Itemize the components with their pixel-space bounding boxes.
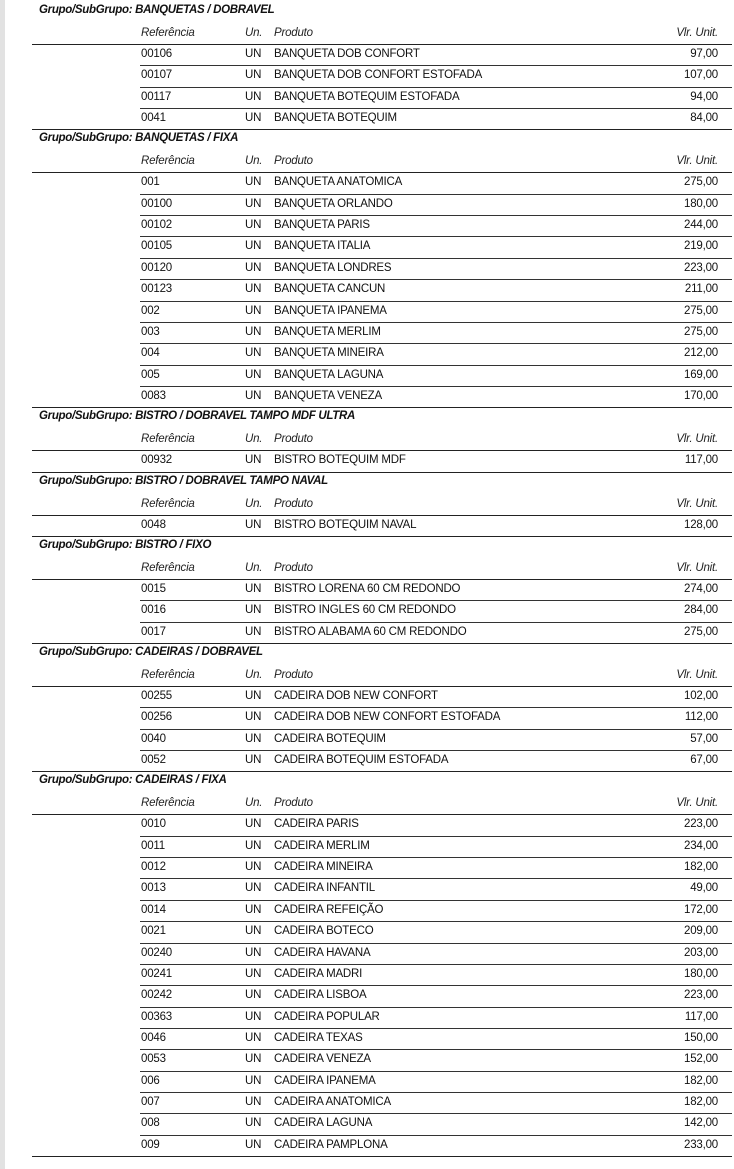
cell-val: 182,00 (684, 1075, 718, 1087)
cell-un: UN (245, 305, 262, 317)
table-row (0, 87, 734, 108)
cell-ref: 002 (141, 305, 160, 317)
cell-ref: 004 (141, 347, 160, 359)
cell-un: UN (245, 861, 262, 873)
cell-prod: CADEIRA BOTECO (274, 925, 374, 937)
header-ref: Referência (141, 669, 195, 681)
header-un: Un. (245, 433, 263, 446)
header-prod: Produto (274, 561, 313, 574)
header-val: Vlr. Unit. (676, 27, 718, 39)
header-prod: Produto (274, 497, 313, 510)
table-row (0, 750, 734, 771)
table-header (0, 494, 734, 515)
header-val: Vlr. Unit. (676, 497, 718, 510)
table-row (0, 878, 734, 899)
cell-un: UN (245, 1011, 262, 1023)
table-row (0, 258, 734, 279)
cell-val: 170,00 (684, 390, 718, 402)
cell-ref: 00242 (141, 989, 172, 1001)
cell-val: 274,00 (684, 583, 718, 595)
cell-val: 107,00 (684, 69, 718, 81)
cell-prod: BANQUETA ITALIA (274, 240, 371, 252)
cell-val: 182,00 (684, 1096, 718, 1108)
table-row (0, 985, 734, 1006)
cell-ref: 0015 (141, 583, 166, 595)
cell-prod: CADEIRA LAGUNA (274, 1117, 373, 1129)
table-row (0, 836, 734, 857)
table-row (0, 65, 734, 86)
cell-ref: 00240 (141, 947, 172, 959)
table-row (0, 215, 734, 236)
cell-ref: 00102 (141, 219, 172, 231)
header-prod: Produto (274, 27, 313, 39)
row-rule (32, 536, 732, 537)
cell-un: UN (245, 690, 262, 702)
cell-prod: BANQUETA BOTEQUIM (274, 112, 397, 124)
table-row (0, 515, 734, 536)
cell-prod: BANQUETA LONDRES (274, 262, 392, 274)
cell-un: UN (245, 840, 262, 852)
row-rule (32, 129, 732, 130)
cell-prod: BANQUETA DOB CONFORT (274, 48, 420, 60)
table-row (0, 707, 734, 728)
cell-ref: 00120 (141, 262, 172, 274)
header-val: Vlr. Unit. (676, 797, 718, 810)
group-title: Grupo/SubGrupo: BANQUETAS / FIXA (39, 132, 239, 145)
table-row (0, 1049, 734, 1070)
table-row (0, 622, 734, 643)
table-row (0, 1007, 734, 1028)
cell-prod: CADEIRA BOTEQUIM ESTOFADA (274, 754, 449, 766)
cell-un: UN (245, 454, 262, 466)
cell-val: 275,00 (684, 326, 718, 338)
cell-un: UN (245, 240, 262, 252)
table-row (0, 686, 734, 707)
table-row (0, 579, 734, 600)
cell-val: 223,00 (684, 989, 718, 1001)
cell-val: 84,00 (690, 112, 718, 124)
header-val: Vlr. Unit. (676, 433, 718, 446)
cell-prod: CADEIRA VENEZA (274, 1053, 371, 1065)
header-ref: Referência (141, 561, 195, 574)
cell-ref: 003 (141, 326, 160, 338)
table-row (0, 857, 734, 878)
cell-prod: CADEIRA TEXAS (274, 1032, 363, 1044)
cell-val: 112,00 (684, 711, 718, 723)
cell-val: 94,00 (690, 91, 718, 103)
cell-val: 284,00 (684, 604, 718, 616)
header-prod: Produto (274, 155, 313, 168)
cell-un: UN (245, 1075, 262, 1087)
cell-val: 180,00 (684, 198, 718, 210)
cell-un: UN (245, 176, 262, 188)
table-row (0, 964, 734, 985)
cell-un: UN (245, 1139, 262, 1151)
cell-val: 234,00 (684, 840, 718, 852)
group-title: Grupo/SubGrupo: BISTRO / DOBRAVEL TAMPO NAVAL (39, 474, 328, 487)
cell-prod: BANQUETA MINEIRA (274, 347, 384, 359)
cell-val: 244,00 (684, 219, 718, 231)
cell-val: 219,00 (684, 240, 718, 252)
cell-ref: 001 (141, 176, 160, 188)
cell-un: UN (245, 369, 262, 381)
cell-ref: 0016 (141, 604, 166, 616)
cell-un: UN (245, 347, 262, 359)
cell-val: 117,00 (684, 1011, 718, 1023)
cell-un: UN (245, 925, 262, 937)
cell-val: 67,00 (690, 754, 718, 766)
cell-val: 102,00 (684, 690, 718, 702)
cell-ref: 00241 (141, 968, 172, 980)
cell-prod: CADEIRA BOTEQUIM (274, 733, 386, 745)
cell-prod: BISTRO LORENA 60 CM REDONDO (274, 583, 461, 595)
cell-ref: 0013 (141, 882, 166, 894)
cell-val: 209,00 (684, 925, 718, 937)
cell-prod: BANQUETA DOB CONFORT ESTOFADA (274, 69, 483, 81)
cell-un: UN (245, 262, 262, 274)
cell-prod: CADEIRA PARIS (274, 818, 359, 830)
cell-val: 211,00 (684, 283, 718, 295)
table-row (0, 450, 734, 471)
cell-ref: 0012 (141, 861, 166, 873)
cell-un: UN (245, 583, 262, 595)
cell-val: 152,00 (684, 1053, 718, 1065)
table-header (0, 558, 734, 579)
cell-prod: CADEIRA HAVANA (274, 947, 371, 959)
cell-ref: 005 (141, 369, 160, 381)
cell-un: UN (245, 519, 262, 531)
cell-val: 223,00 (684, 818, 718, 830)
cell-prod: CADEIRA INFANTIL (274, 882, 375, 894)
cell-prod: BANQUETA IPANEMA (274, 305, 387, 317)
table-row (0, 1135, 734, 1156)
cell-prod: CADEIRA ANATOMICA (274, 1096, 391, 1108)
cell-val: 223,00 (684, 262, 718, 274)
table-header (0, 793, 734, 814)
header-un: Un. (245, 27, 263, 39)
header-ref: Referência (141, 155, 195, 168)
header-prod: Produto (274, 669, 313, 681)
table-row (0, 236, 734, 257)
group-title: Grupo/SubGrupo: BISTRO / FIXO (39, 538, 212, 551)
cell-ref: 00363 (141, 1011, 172, 1023)
cell-val: 275,00 (684, 305, 718, 317)
cell-un: UN (245, 326, 262, 338)
header-un: Un. (245, 669, 263, 681)
row-rule (32, 407, 732, 408)
cell-prod: CADEIRA MERLIM (274, 840, 370, 852)
cell-ref: 00123 (141, 283, 172, 295)
table-header (0, 665, 734, 686)
cell-ref: 009 (141, 1139, 160, 1151)
group-title: Grupo/SubGrupo: BISTRO / DOBRAVEL TAMPO MDF ULTRA (39, 410, 356, 423)
table-row (0, 600, 734, 621)
cell-val: 182,00 (684, 861, 718, 873)
header-val: Vlr. Unit. (676, 155, 718, 168)
table-row (0, 729, 734, 750)
cell-prod: BISTRO BOTEQUIM MDF (274, 454, 406, 466)
cell-un: UN (245, 1096, 262, 1108)
cell-val: 57,00 (690, 733, 718, 745)
header-prod: Produto (274, 797, 313, 810)
cell-un: UN (245, 390, 262, 402)
row-rule (32, 1156, 732, 1157)
cell-val: 275,00 (684, 626, 718, 638)
cell-ref: 0014 (141, 904, 166, 916)
cell-ref: 0046 (141, 1032, 166, 1044)
cell-prod: BANQUETA LAGUNA (274, 369, 384, 381)
cell-ref: 0053 (141, 1053, 166, 1065)
header-un: Un. (245, 561, 263, 574)
cell-un: UN (245, 989, 262, 1001)
cell-prod: BANQUETA VENEZA (274, 390, 382, 402)
cell-ref: 0041 (141, 112, 166, 124)
row-rule (32, 472, 732, 473)
cell-un: UN (245, 198, 262, 210)
row-rule (32, 643, 732, 644)
cell-un: UN (245, 733, 262, 745)
table-row (0, 943, 734, 964)
cell-un: UN (245, 112, 262, 124)
header-ref: Referência (141, 797, 195, 810)
table-row (0, 343, 734, 364)
cell-ref: 0083 (141, 390, 166, 402)
cell-val: 49,00 (690, 882, 718, 894)
cell-un: UN (245, 1032, 262, 1044)
table-row (0, 194, 734, 215)
cell-un: UN (245, 1117, 262, 1129)
table-row (0, 365, 734, 386)
header-un: Un. (245, 797, 263, 810)
cell-un: UN (245, 283, 262, 295)
group-title: Grupo/SubGrupo: CADEIRAS / FIXA (39, 774, 227, 787)
cell-prod: CADEIRA POPULAR (274, 1011, 380, 1023)
cell-un: UN (245, 711, 262, 723)
table-row (0, 44, 734, 65)
cell-ref: 00106 (141, 48, 172, 60)
cell-val: 275,00 (684, 176, 718, 188)
cell-un: UN (245, 219, 262, 231)
cell-prod: BANQUETA ANATOMICA (274, 176, 403, 188)
cell-un: UN (245, 48, 262, 60)
cell-un: UN (245, 604, 262, 616)
header-un: Un. (245, 497, 263, 510)
cell-ref: 00256 (141, 711, 172, 723)
cell-val: 142,00 (684, 1117, 718, 1129)
cell-un: UN (245, 968, 262, 980)
cell-prod: CADEIRA PAMPLONA (274, 1139, 388, 1151)
table-row (0, 921, 734, 942)
cell-prod: BANQUETA PARIS (274, 219, 370, 231)
table-row (0, 900, 734, 921)
cell-prod: CADEIRA IPANEMA (274, 1075, 376, 1087)
cell-prod: BISTRO BOTEQUIM NAVAL (274, 519, 417, 531)
cell-un: UN (245, 69, 262, 81)
table-row (0, 172, 734, 193)
cell-prod: BANQUETA ORLANDO (274, 198, 393, 210)
header-ref: Referência (141, 27, 195, 39)
cell-ref: 006 (141, 1075, 160, 1087)
header-val: Vlr. Unit. (676, 561, 718, 574)
table-row (0, 814, 734, 835)
cell-val: 150,00 (684, 1032, 718, 1044)
cell-ref: 0011 (141, 840, 165, 852)
table-row (0, 1092, 734, 1113)
cell-val: 117,00 (684, 454, 718, 466)
cell-un: UN (245, 754, 262, 766)
cell-prod: BANQUETA MERLIM (274, 326, 381, 338)
cell-prod: BISTRO INGLES 60 CM REDONDO (274, 604, 456, 616)
cell-un: UN (245, 882, 262, 894)
cell-ref: 0040 (141, 733, 166, 745)
table-row (0, 1028, 734, 1049)
cell-ref: 00117 (141, 91, 172, 103)
table-row (0, 1071, 734, 1092)
table-header (0, 23, 734, 44)
cell-prod: CADEIRA MINEIRA (274, 861, 373, 873)
header-ref: Referência (141, 433, 195, 446)
cell-prod: CADEIRA LISBOA (274, 989, 367, 1001)
cell-ref: 007 (141, 1096, 160, 1108)
cell-prod: BANQUETA BOTEQUIM ESTOFADA (274, 91, 460, 103)
header-val: Vlr. Unit. (676, 669, 718, 681)
header-un: Un. (245, 155, 263, 168)
cell-ref: 00255 (141, 690, 172, 702)
cell-ref: 0021 (141, 925, 166, 937)
cell-un: UN (245, 818, 262, 830)
cell-prod: CADEIRA MADRI (274, 968, 363, 980)
cell-ref: 00932 (141, 454, 172, 466)
table-header (0, 151, 734, 172)
cell-val: 203,00 (684, 947, 718, 959)
cell-val: 212,00 (684, 347, 718, 359)
cell-un: UN (245, 947, 262, 959)
cell-val: 128,00 (684, 519, 718, 531)
table-row (0, 301, 734, 322)
table-header (0, 429, 734, 450)
table-row (0, 322, 734, 343)
table-row (0, 279, 734, 300)
header-ref: Referência (141, 497, 195, 510)
group-title: Grupo/SubGrupo: BANQUETAS / DOBRAVEL (39, 4, 275, 16)
cell-un: UN (245, 1053, 262, 1065)
row-rule (32, 771, 732, 772)
cell-ref: 008 (141, 1117, 160, 1129)
table-row (0, 1113, 734, 1134)
cell-prod: BANQUETA CANCUN (274, 283, 386, 295)
cell-val: 180,00 (684, 968, 718, 980)
cell-un: UN (245, 904, 262, 916)
cell-val: 97,00 (690, 48, 718, 60)
table-row (0, 108, 734, 129)
cell-ref: 0017 (141, 626, 166, 638)
header-prod: Produto (274, 433, 313, 446)
cell-ref: 0052 (141, 754, 166, 766)
cell-ref: 00105 (141, 240, 172, 252)
cell-ref: 0048 (141, 519, 166, 531)
cell-un: UN (245, 91, 262, 103)
table-row (0, 386, 734, 407)
cell-un: UN (245, 626, 262, 638)
cell-prod: BISTRO ALABAMA 60 CM REDONDO (274, 626, 467, 638)
cell-ref: 00100 (141, 198, 172, 210)
cell-val: 233,00 (684, 1139, 718, 1151)
cell-prod: CADEIRA DOB NEW CONFORT ESTOFADA (274, 711, 501, 723)
cell-val: 169,00 (684, 369, 718, 381)
cell-ref: 0010 (141, 818, 166, 830)
group-title: Grupo/SubGrupo: CADEIRAS / DOBRAVEL (39, 646, 263, 658)
cell-val: 172,00 (684, 904, 718, 916)
cell-ref: 00107 (141, 69, 172, 81)
cell-prod: CADEIRA DOB NEW CONFORT (274, 690, 438, 702)
cell-prod: CADEIRA REFEIÇÃO (274, 904, 384, 916)
